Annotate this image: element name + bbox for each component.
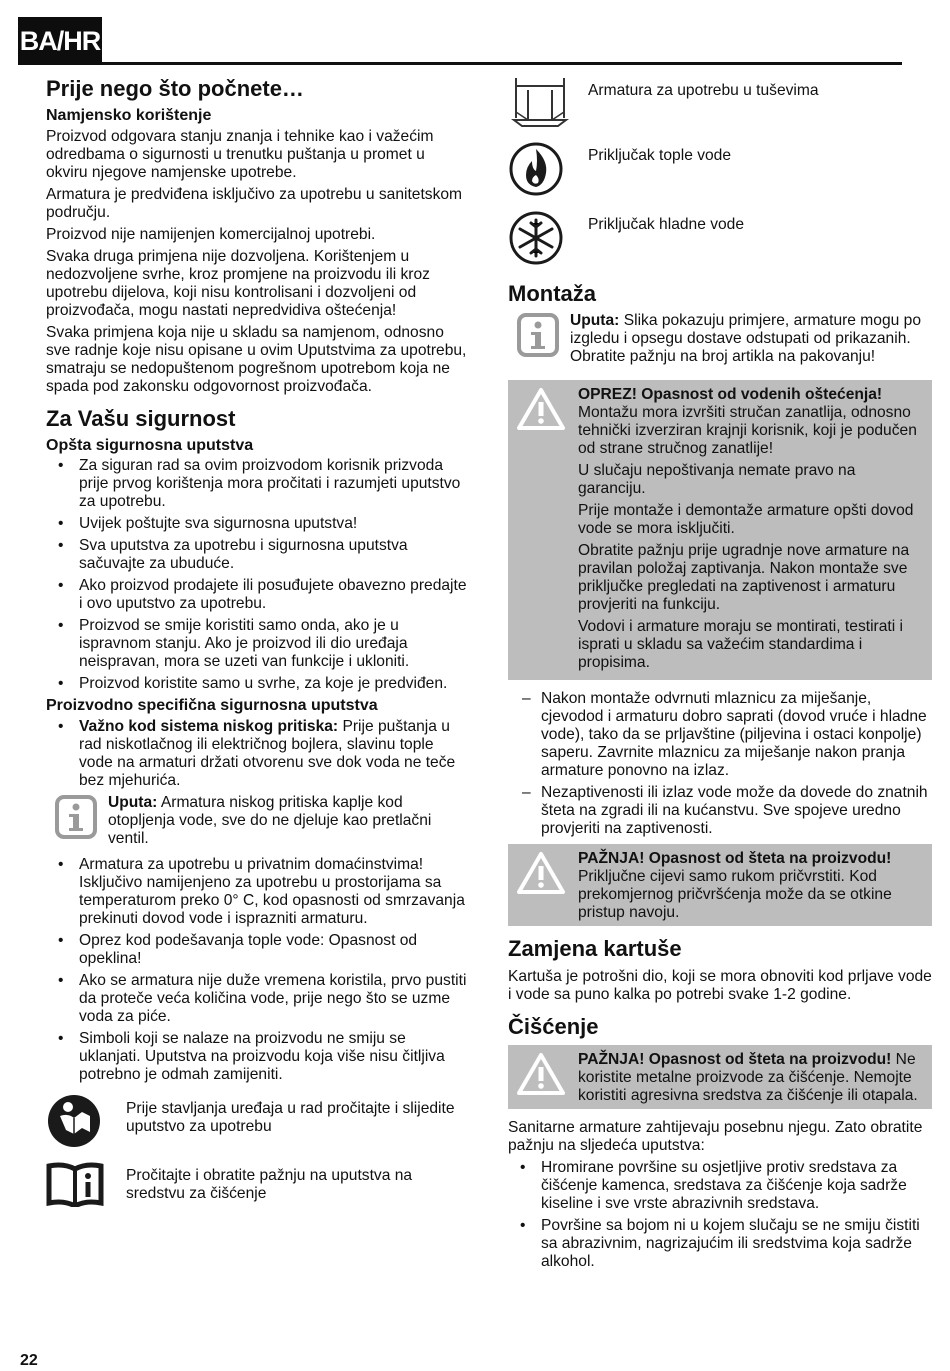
warning-text [578,1051,924,1105]
warning-text: U slučaju nepoštivanja nemate pravo na garanciju. [578,462,856,498]
warning-body: Ne koristite metalne proizvode za čišćenje. Nemojte koristiti agresivna sredstva za čišćenje ili otapala. [578,1050,918,1104]
warning-label: OPREZ! Opasnost od vodenih oštećenja! [578,386,883,404]
note-body: Slika pokazuju primjere, armature mogu po izgledu i opsegu dostave odstupati od prikazanih. Obratite pažnju na broj artikla na pakovanju! [570,312,921,366]
list-item: – Nezaptivenosti ili izlaz vode može da dovede do znatnih šteta na zgradi ili na kućanstvu. Sve spojeve uredno provjeriti na zaptivenosti. [508,784,932,838]
warning-label: PAŽNJA! Opasnost od šteta na proizvodu! [578,1050,892,1068]
warning-text [578,850,924,922]
warning-box-product-damage [508,844,932,926]
list-item-bold: Važno kod sistema niskog pritiska: [79,717,339,735]
list-item: • Oprez kod podešavanja tople vode: Opasnost od opeklina! [46,932,470,968]
language-tab: BA/HR [18,17,102,65]
symbol-hot-water [508,141,932,202]
note-text [570,312,932,366]
paragraph: Armatura je predviđena isključivo za upotrebu u sanitetskom području. [46,185,463,221]
list-item-text: Prije puštanja u rad niskotlačnog ili električnog bojlera, slavinu tople vode na armaturi držati otvorenu sve dok voda ne teče bez mjehurića. [79,717,456,789]
warning-body: Priključne cijevi samo rukom pričvrstiti. Kod prekomjernog pričvršćenja može da se otkine pristup navoju. [578,868,892,922]
product-safety-list [46,718,470,790]
subheading-general-safety: Opšta sigurnosna uputstva [46,436,254,454]
section-title-cartridge: Zamjena kartuše [508,936,682,962]
page-number: 22 [20,1352,38,1369]
symbol-cleaning-agent [46,1161,470,1212]
symbol-read-manual [46,1094,470,1153]
flame-icon [508,141,588,202]
snowflake-icon [508,210,588,271]
symbol-caption: Prije stavljanja uređaja u rad pročitajte i slijedite uputstvo za upotrebu [126,1099,455,1135]
list-item: • Proizvod se smije koristiti samo onda, ako je u ispravnom stanju. Ako je proizvod ili dio uređaja neispravan, mora se uzeti van funkcije i ukloniti. [46,617,470,671]
right-column [508,76,932,1275]
list-item: • Za siguran rad sa ovim proizvodom korisnik prizvoda prije prvog korištenja mora pročitati i razumjeti uputstvo za upotrebu. [46,457,470,511]
note-body: Armatura niskog pritiska kaplje kod otopljenja vode, sve do ne djeluje kao pretlačni ventil. [108,793,432,847]
warning-text: Obratite pažnju prije ugradnje nove armature na pravilan položaj zaptivanja. Nakon montaže sve priključke pregledati na zaptivenost i armaturu provjeriti na funkciju. [578,542,910,614]
symbol-shower [508,76,932,133]
list-item: • Sva uputstva za upotrebu i sigurnosna uputstva sačuvajte za ubuduće. [46,537,470,573]
list-item: • Ako se armatura nije duže vremena koristila, prvo pustiti da proteče veća količina vode, prije nego što se uzme voda za piće. [46,972,470,1026]
note-text [108,794,450,848]
info-icon [46,794,108,848]
header-rule [102,62,902,65]
section-title-installation: Montaža [508,281,596,306]
symbol-caption: Priključak hladne vode [588,216,745,233]
list-item: • Hromirane površine su osjetljive protiv sredstava za čišćenje kamenca, sredstava za čišćenje koja sadrže kiseline i sve vrste abrazivnih sredstava. [508,1159,932,1213]
cleaning-list [508,1159,932,1271]
list-item: • Proizvod koristite samo u svrhe, za koje je predviđen. [46,675,470,693]
list-item [46,718,470,790]
info-note-low-pressure [46,794,470,848]
warning-text: Prije montaže i demontaže armature opšti dovod vode se mora isključiti. [578,502,914,538]
warning-triangle-icon [516,1051,578,1105]
symbol-caption: Armatura za upotrebu u tuševima [588,82,819,99]
note-label: Uputa: [570,312,620,330]
shower-icon [508,76,588,133]
warning-triangle-icon [516,386,578,676]
section-title-safety: Za Vašu sigurnost [46,405,236,431]
paragraph: Kartuša je potrošni dio, koji se mora obnoviti kod prljave vode i vode sa puno kalka po potrebi svake 1-2 godine. [508,967,932,1003]
symbol-caption: Pročitajte i obratite pažnju na uputstva na sredstvu za čišćenje [126,1166,413,1202]
paragraph: Sanitarne armature zahtijevaju posebnu njegu. Zato obratite pažnju na sljedeća uputstva: [508,1118,923,1154]
installation-steps [508,690,932,838]
info-note-installation [508,312,932,366]
list-item: • Ako proizvod prodajete ili posuđujete obavezno predajte i ovo uputstvo za upotrebu. [46,577,470,613]
subheading-product-safety: Proizvodno specifična sigurnosna uputstva [46,697,378,715]
subheading-intended-use: Namjensko korištenje [46,107,212,125]
list-item: • Armatura za upotrebu u privatnim domaćinstvima! Isključivo namijenjeno za upotrebu u prostorijama sa temperaturom preko 0° C, kod opasnosti od smrzavanja prekinuti dovod vode i isprazniti armaturu. [46,856,470,928]
section-title-cleaning: Čišćenje [508,1013,599,1039]
note-label: Uputa: [108,793,158,811]
warning-triangle-icon [516,850,578,922]
list-item: • Simboli koji se nalaze na proizvodu ne smiju se uklanjati. Uputstva na proizvodu koja više nisu čitljiva potrebno je odmah zamijeniti. [46,1030,470,1084]
section-title-before-start: Prije nego što počnete… [46,76,304,101]
paragraph: Svaka primjena koja nije u skladu sa namjenom, odnosno sve radnje koje nisu opisane u ovim Uputstvima za upotrebu, smatraju se nedopuštenom pogrešnom upotrebom koja ne spada pod zakonsku odgovornost proizvođača. [46,323,467,395]
warning-box-water-damage [508,380,932,680]
warning-text: Vodovi i armature moraju se montirati, testirati i isprati u skladu sa važećim standardima i propisima. [578,618,903,672]
warning-body: Montažu mora izvršiti stručan zanatlija, odnosno tehnički izverziran krajnji korisnik, koji je podučen od strane stručnog zanatlije! [578,404,917,458]
list-item: • Uvijek poštujte sva sigurnosna uputstva! [46,515,470,533]
info-icon [508,312,570,366]
left-column [46,76,470,1220]
symbol-cold-water [508,210,932,271]
manual-info-icon [46,1161,126,1212]
paragraph: Proizvod odgovara stanju znanja i tehnike kao i važećim odredbama o sigurnosti u trenutku puštanja u promet u okviru njegove namjenske upotrebe. [46,127,434,181]
paragraph: Proizvod nije namijenjen komercijalnoj upotrebi. [46,225,376,243]
product-safety-list-continued [46,856,470,1084]
warning-text [578,386,924,458]
list-item: • Površine sa bojom ni u kojem slučaju se ne smiju čistiti sa abrazivnim, nagrizajućim ili sredstvima koja sadrže alkohol. [508,1217,932,1271]
general-safety-list [46,457,470,693]
paragraph: Svaka druga primjena nije dozvoljena. Korištenjem u nedozvoljene svrhe, kroz promjene na proizvodu ili kroz upotrebu dijelova, koji nisu kontrolisani i dozvoljeni od proizvođača, mogu nastati nepredvidiva oštećenja! [46,247,430,319]
list-item: – Nakon montaže odvrnuti mlaznicu za miješanje, cjevodod i armaturu dobro saprati (dovod vruće i hladne vode), tako da se prljavštine (piljevina i ostaci konpolje) saperu. Zavrnite mlaznicu za miješanje nakon pranja armature ponovno na izlaz. [508,690,932,780]
warning-box-cleaning [508,1045,932,1109]
warning-label: PAŽNJA! Opasnost od šteta na proizvodu! [578,850,892,868]
symbol-caption: Priključak tople vode [588,147,732,164]
read-manual-icon [46,1094,126,1153]
